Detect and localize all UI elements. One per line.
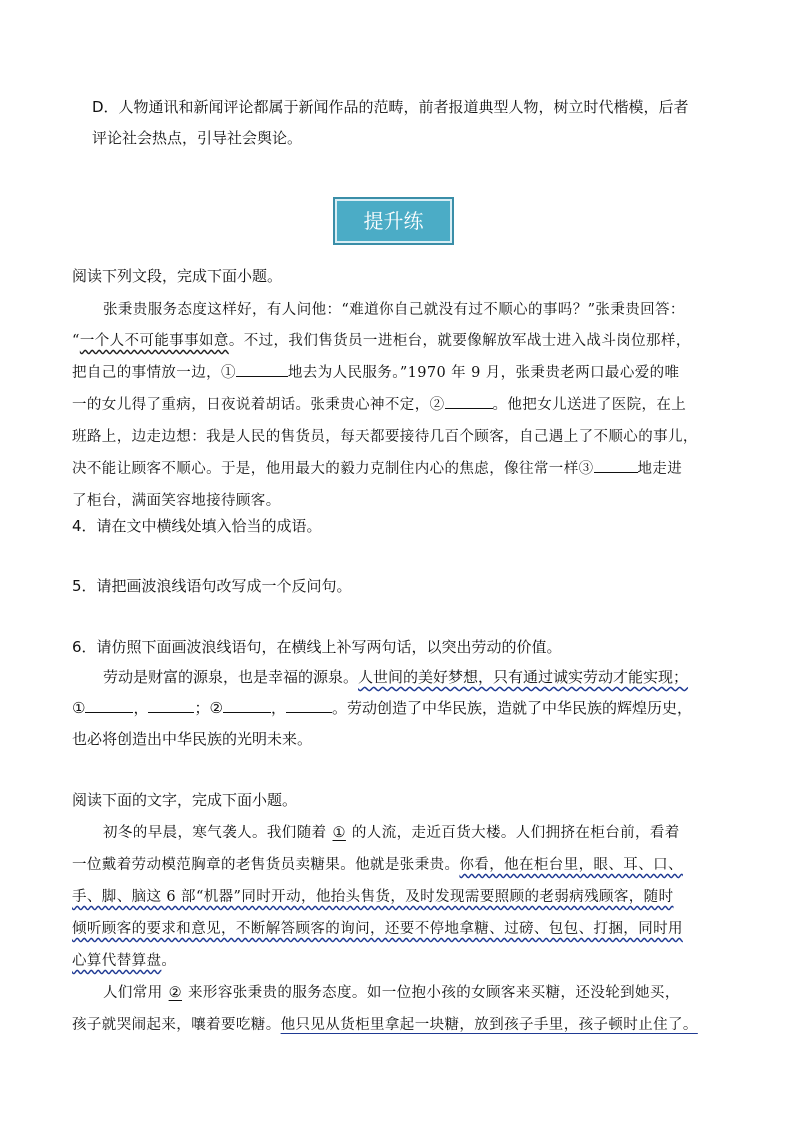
- passage1-line4: [72, 393, 686, 414]
- section1-instruction: 阅读下列文段，完成下面小题。: [72, 267, 283, 285]
- q6-blank-2b[interactable]: [286, 698, 332, 713]
- passage1-line5: 班路上，边走边想：我是人民的售货员，每天都要接待几百个顾客，自己遇上了不顺心的事儿，: [72, 429, 698, 445]
- q6-wavy-sentence: 人世间的美好梦想，只有通过诚实劳动才能实现；: [358, 668, 689, 686]
- wavy-sentence: 一个人不可能事事如意: [79, 333, 229, 349]
- q6-comma-1: ，: [133, 699, 149, 717]
- q6-line1: [103, 666, 688, 687]
- passage2-line2-a: 一位戴着劳动模范胸章的老售货员卖糖果。他就是张秉贵。: [72, 857, 460, 873]
- passage2-line1-a: 初冬的早晨，寒气袭人。我们随着: [103, 825, 327, 841]
- passage2-wavy-2: 手、脚、脑这 6 部“机器”同时开动，他抬头售货，及时发现需要照顾的老弱病残顾客，随时: [72, 889, 674, 905]
- passage2-line1-b: 的人流，走近百货大楼。人们拥挤在柜台前，看着: [351, 825, 680, 841]
- passage2-line6-a: 人们常用: [103, 985, 163, 1001]
- q6-line3: 也必将创造出中华民族的光明未来。: [72, 730, 313, 748]
- q6-line2: [72, 697, 692, 718]
- passage2-wavy-1: 你看，他在柜台里，眼、耳、口、: [459, 857, 683, 873]
- passage2-line1: [103, 821, 680, 842]
- q6-marker-2: ②: [209, 699, 223, 717]
- passage2-line7-a: 孩子就哭闹起来，嚷着要吃糖。: [72, 1017, 281, 1033]
- q6-blank-1b[interactable]: [148, 698, 194, 713]
- q6-semicolon: ；: [194, 699, 210, 717]
- passage1-line3-b: 地去为人民服务。”1970 年 9 月，张秉贵老两口最心爱的唯: [287, 365, 680, 381]
- passage2-wavy-4: 心算代替算盘: [72, 953, 162, 969]
- passage1-line2: [72, 329, 691, 350]
- passage1-line1: 张秉贵服务态度这样好，有人问他：“难道你自己就没有过不顺心的事吗？”张秉贵回答：: [103, 302, 685, 318]
- banner-label: 提升练: [363, 209, 424, 233]
- passage2-wavy-3: 倾听顾客的要求和意见，不断解答顾客的询问，还要不停地拿糖、过磅、包包、打捆，同时用: [72, 921, 683, 937]
- q6-blank-2a[interactable]: [223, 698, 271, 713]
- passage2-line2: [72, 853, 683, 874]
- q6-line2-rest: 。劳动创造了中华民族，造就了中华民族的辉煌历史，: [331, 699, 692, 717]
- passage1-line3: [72, 361, 679, 382]
- passage1-line2-rest: 。不过，我们售货员一进柜台，就要像解放军战士进入战斗岗位那样，: [228, 333, 691, 349]
- passage1-line6-a: 决不能让顾客不顺心。于是，他用最大的毅力克制住内心的焦虑，像往常一样③: [72, 461, 594, 477]
- passage2-line5-end: 。: [161, 953, 177, 969]
- passage2-underlined: 他只见从货柜里拿起一块糖，放到孩子手里，孩子顿时止住了。: [280, 1017, 698, 1033]
- passage2-line7: [72, 1013, 698, 1034]
- q6-line1-a: 劳动是财富的源泉，也是幸福的源泉。: [103, 668, 359, 686]
- passage2-line3: [72, 885, 673, 906]
- blank-2[interactable]: [445, 394, 493, 409]
- blank-1[interactable]: [236, 362, 288, 377]
- question-4: 4．请在文中横线处填入恰当的成语。: [72, 517, 322, 535]
- passage1-line6: [72, 457, 682, 478]
- section-banner: [333, 197, 454, 245]
- question-5: 5．请把画波浪线语句改写成一个反问句。: [72, 577, 352, 595]
- q6-blank-1a[interactable]: [85, 698, 133, 713]
- section2-instruction: 阅读下面的文字，完成下面小题。: [72, 791, 298, 809]
- passage1-line6-b: 地走进: [637, 461, 683, 477]
- option-d-line1: D．人物通讯和新闻评论都属于新闻作品的范畴，前者报道典型人物，树立时代楷模，后者: [92, 98, 689, 116]
- q6-comma-2: ，: [270, 699, 286, 717]
- question-6: 6．请仿照下面画波浪线语句，在横线上补写两句话，以突出劳动的价值。: [72, 638, 562, 656]
- passage1-line3-a: 把自己的事情放一边，①: [72, 365, 236, 381]
- option-d-line2: 评论社会热点，引导社会舆论。: [92, 129, 303, 147]
- passage1-line7: 了柜台，满面笑容地接待顾客。: [72, 493, 281, 509]
- passage2-line6-b: 来形容张秉贵的服务态度。如一位抱小孩的女顾客来买糖，还没轮到她买，: [188, 985, 680, 1001]
- blank-3[interactable]: [594, 458, 638, 473]
- passage1-line4-b: 。他把女儿送进了医院，在上: [492, 397, 687, 413]
- q6-marker-1: ①: [72, 699, 86, 717]
- blank-marker-1[interactable]: ①: [332, 825, 346, 841]
- quote-open: “: [72, 333, 80, 349]
- passage2-line4: [72, 917, 683, 938]
- passage2-line6: [103, 981, 680, 1002]
- passage2-line5: [72, 949, 176, 970]
- passage1-line4-a: 一的女儿得了重病，日夜说着胡话。张秉贵心神不定，②: [72, 397, 445, 413]
- blank-marker-2[interactable]: ②: [168, 985, 183, 1001]
